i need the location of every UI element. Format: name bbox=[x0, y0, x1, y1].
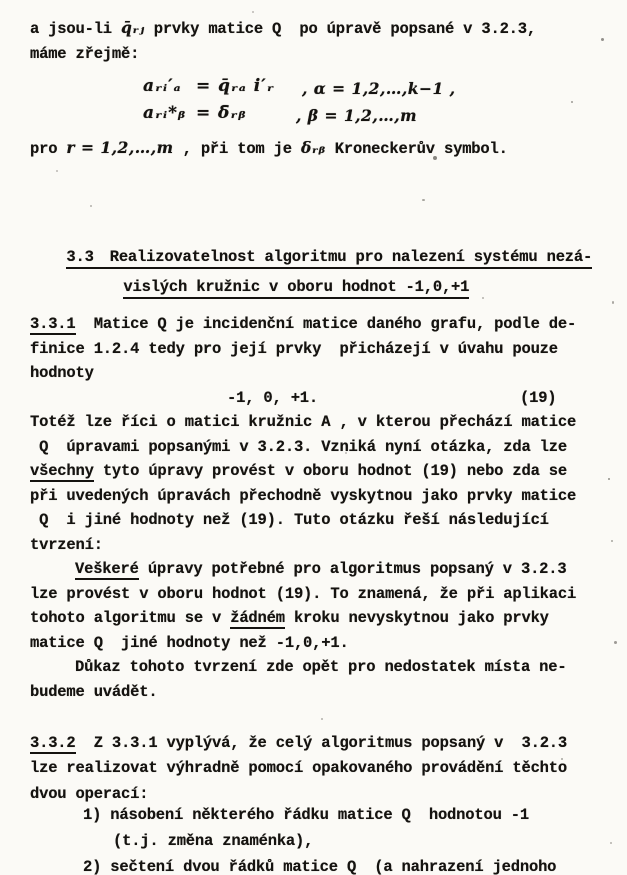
intro-line-2: máme zřejmě: bbox=[30, 44, 140, 63]
body-line bbox=[30, 606, 576, 631]
underlined-word-veskere: Veškeré bbox=[75, 560, 139, 578]
qbar-rj-symbol: q̄ᵣⱼ bbox=[121, 18, 145, 37]
body-line bbox=[30, 731, 567, 756]
body-line: dvou operací: bbox=[30, 784, 149, 803]
body-text: Z 3.3.1 vyplývá, že celý algoritmus popsaný v 3.2.3 bbox=[75, 734, 567, 752]
body-line bbox=[30, 459, 576, 484]
list-item-1-continuation: (t.j. změna znaménka), bbox=[113, 831, 314, 850]
body-text: Matice Q je incidenční matice daného grafu, podle de- bbox=[93, 315, 577, 333]
body-line bbox=[30, 312, 576, 337]
formula-2-condition: , β = 1,2,…,m bbox=[296, 106, 418, 125]
underlined-word-vsechny: všechny bbox=[30, 462, 94, 480]
formula-1-equals: = bbox=[196, 76, 212, 96]
body-text: kroku nevyskytnou jako prvky bbox=[284, 609, 549, 627]
equation-19-number: (19) bbox=[520, 388, 557, 407]
section-heading-number: 3.3 bbox=[66, 247, 94, 266]
section-heading-title: Realizovatelnost algoritmu pro nalezení systému nezá- bbox=[109, 247, 593, 266]
label-gap bbox=[76, 315, 94, 333]
formula-1-condition: , α = 1,2,…,k−1 , bbox=[302, 79, 456, 98]
body-line: budeme uvádět. bbox=[30, 682, 158, 701]
body-line: Totéž lze říci o matici kružnic A , v kterou přechází matice bbox=[30, 413, 577, 431]
kronecker-line bbox=[30, 136, 508, 162]
intro-paragraph bbox=[30, 16, 536, 66]
paragraph-331 bbox=[30, 312, 576, 704]
underlined-word-zadnem: žádném bbox=[230, 609, 285, 627]
body-line: finice 1.2.4 tedy pro její prvky přicházejí v úvahu pouze bbox=[30, 339, 558, 358]
body-text: úpravy potřebné pro algoritmus popsaný v 3.2.3 bbox=[138, 560, 567, 578]
body-text: tyto úpravy provést v oboru hodnot (19) nebo zda se bbox=[93, 462, 567, 480]
kronecker-line-mid: , při tom je bbox=[173, 140, 301, 158]
list-item-1: 1) násobení některého řádku matice Q hodnotou -1 bbox=[83, 806, 529, 824]
section-heading-title-cont: vislých kružnic v oboru hodnot -1,0,+1 bbox=[123, 278, 469, 299]
formula-2-equals: = bbox=[196, 103, 212, 123]
body-line: při uvedených úpravách přechodně vyskytnou jako prvky matice bbox=[30, 486, 577, 505]
body-line: Důkaz tohoto tvrzení zde opět pro nedostatek místa ne- bbox=[75, 658, 567, 676]
formula-2-lhs: aᵣᵢ*ᵦ bbox=[143, 103, 187, 123]
body-line bbox=[30, 557, 576, 582]
body-line: hodnoty bbox=[30, 364, 94, 382]
section-label-332: 3.3.2 bbox=[30, 734, 76, 752]
body-line: lze provést v oboru hodnot (19). To znamená, že při aplikaci bbox=[30, 584, 577, 603]
delta-rb-symbol: δᵣᵦ bbox=[300, 138, 326, 157]
formula-1-rhs: q̄ᵣₐ i′ᵣ bbox=[218, 76, 275, 96]
body-line: Q i jiné hodnoty než (19). Tuto otázku řeší následující bbox=[30, 511, 549, 529]
body-line: tvrzení: bbox=[30, 535, 103, 554]
intro-line-1-pre: a jsou-li bbox=[30, 20, 122, 38]
r-range-symbol: r = 1,2,…,m bbox=[66, 138, 174, 157]
list-item-2: 2) sečtení dvou řádků matice Q (a nahrazení jednoho bbox=[83, 857, 557, 875]
body-line: matice Q jiné hodnoty než -1,0,+1. bbox=[30, 633, 349, 652]
kronecker-line-pre: pro bbox=[30, 140, 67, 158]
body-line: Q úpravami popsanými v 3.2.3. Vzniká nyní otázka, zda lze bbox=[30, 437, 567, 456]
section-label-331: 3.3.1 bbox=[30, 315, 76, 333]
body-text: tohoto algoritmu se v bbox=[30, 609, 231, 627]
equation-19-values: -1, 0, +1. bbox=[227, 388, 319, 407]
kronecker-line-post: Kroneckerův symbol. bbox=[325, 140, 508, 158]
paragraph-332 bbox=[30, 731, 567, 807]
formula-2-rhs: δ̄ᵣᵦ bbox=[218, 103, 247, 123]
operations-list bbox=[83, 803, 556, 875]
intro-line-1-post: prvky matice Q po úpravě popsané v 3.2.3, bbox=[144, 20, 536, 38]
formula-1-lhs: aᵣᵢ′ₐ bbox=[143, 76, 182, 96]
body-line: lze realizovat výhradně pomocí opakovaného provádění těchto bbox=[30, 759, 567, 778]
equation-19-line bbox=[30, 386, 576, 411]
intro-line-1 bbox=[30, 16, 536, 42]
